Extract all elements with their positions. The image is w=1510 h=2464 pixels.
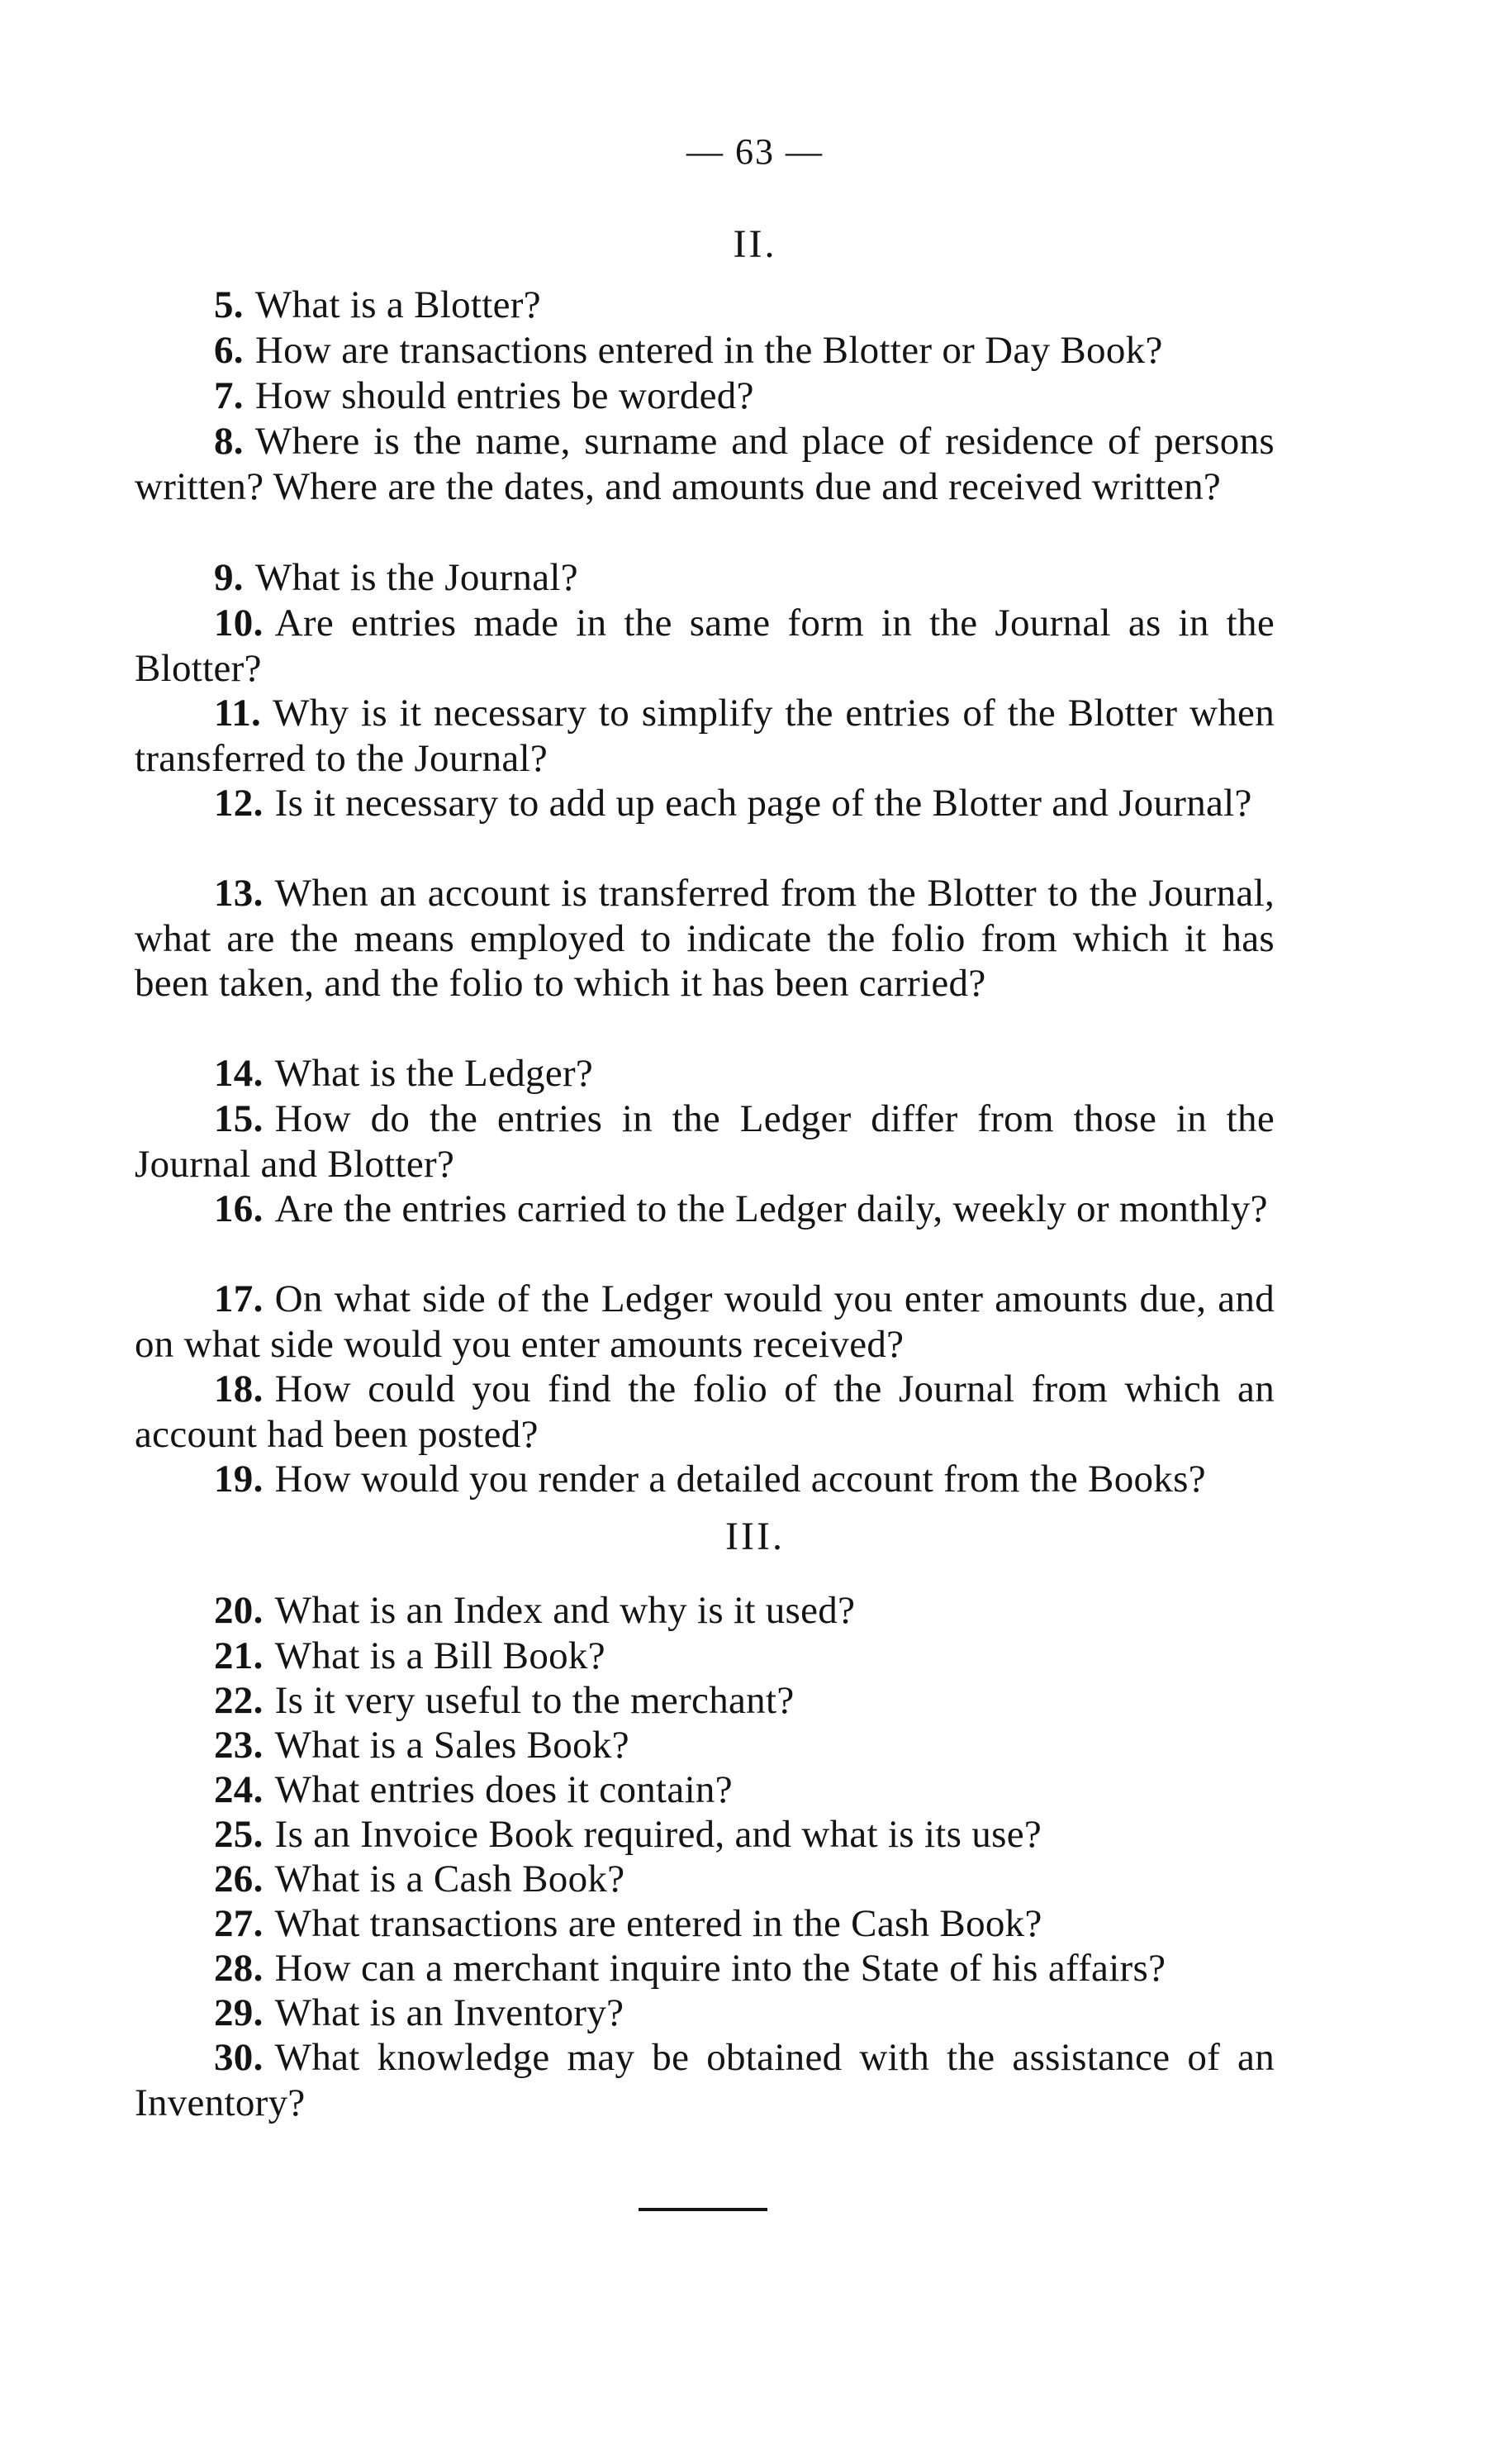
question-7 — [135, 373, 1275, 419]
question-number: 15. — [214, 1097, 264, 1140]
question-number: 30. — [214, 2036, 264, 2079]
question-number: 22. — [214, 1679, 264, 1722]
question-8 — [135, 419, 1275, 509]
question-text: What transactions are entered in the Cash Book? — [274, 1902, 1042, 1945]
question-text: On what side of the Ledger would you enter amounts due, and on what side would you enter amounts received? — [135, 1277, 1275, 1366]
question-18 — [135, 1367, 1275, 1457]
question-number: 5. — [214, 283, 244, 326]
question-6 — [135, 328, 1275, 373]
question-text: Are entries made in the same form in the Journal as in the Blotter? — [135, 602, 1275, 690]
question-number: 12. — [214, 782, 264, 825]
question-text: Are the entries carried to the Ledger daily, weekly or monthly? — [274, 1187, 1268, 1230]
question-text: What is a Bill Book? — [274, 1634, 605, 1677]
question-text: What entries does it contain? — [274, 1768, 733, 1811]
question-28 — [135, 1946, 1275, 1991]
question-number: 25. — [214, 1813, 264, 1856]
question-17 — [135, 1277, 1275, 1367]
question-number: 26. — [214, 1858, 264, 1900]
question-number: 9. — [214, 556, 244, 599]
question-14 — [135, 1051, 1275, 1096]
question-number: 19. — [214, 1458, 264, 1501]
question-text: What is a Cash Book? — [274, 1858, 625, 1900]
question-text: What is the Journal? — [254, 556, 578, 599]
question-number: 23. — [214, 1724, 264, 1767]
question-text: Where is the name, surname and place of residence of persons written? Where are the dates, and amounts due and received written? — [135, 420, 1275, 508]
question-12 — [135, 781, 1275, 826]
question-number: 14. — [214, 1052, 264, 1095]
closing-rule — [639, 2208, 767, 2211]
question-number: 28. — [214, 1947, 264, 1990]
question-26 — [135, 1857, 1275, 1902]
question-19 — [135, 1457, 1275, 1502]
question-11 — [135, 691, 1275, 781]
question-number: 7. — [214, 374, 244, 417]
question-text: How could you find the folio of the Journal from which an account had been posted? — [135, 1368, 1275, 1456]
question-27 — [135, 1901, 1275, 1947]
section-heading-ii: II. — [733, 222, 777, 266]
question-number: 13. — [214, 872, 264, 915]
question-number: 18. — [214, 1368, 264, 1410]
question-number: 24. — [214, 1768, 264, 1811]
question-text: How would you render a detailed account from the Books? — [274, 1458, 1206, 1501]
question-text: How are transactions entered in the Blotter or Day Book? — [254, 329, 1163, 372]
question-text: How do the entries in the Ledger differ from those in the Journal and Blotter? — [135, 1097, 1275, 1186]
question-text: When an account is transferred from the Blotter to the Journal, what are the means employed to indicate the folio from which it has been taken, and the folio to which it has been carried? — [135, 872, 1275, 1005]
question-number: 21. — [214, 1634, 264, 1677]
question-25 — [135, 1812, 1275, 1858]
question-number: 10. — [214, 602, 264, 645]
question-number: 11. — [214, 692, 262, 735]
question-24 — [135, 1767, 1275, 1813]
question-number: 16. — [214, 1187, 264, 1230]
question-21 — [135, 1634, 1275, 1679]
question-number: 27. — [214, 1902, 264, 1945]
question-text: How should entries be worded? — [254, 374, 754, 417]
question-text: What is an Index and why is it used? — [274, 1589, 856, 1632]
question-9 — [135, 555, 1275, 601]
question-number: 6. — [214, 329, 244, 372]
question-number: 8. — [214, 420, 244, 463]
question-15 — [135, 1096, 1275, 1187]
question-text: Is an Invoice Book required, and what is its use? — [274, 1813, 1042, 1856]
page-number: — 63 — — [686, 131, 824, 172]
question-number: 29. — [214, 1991, 264, 2034]
question-number: 17. — [214, 1277, 264, 1320]
question-text: What is a Sales Book? — [274, 1724, 629, 1767]
question-16 — [135, 1187, 1275, 1232]
question-number: 20. — [214, 1589, 264, 1632]
question-22 — [135, 1678, 1275, 1724]
question-text: What knowledge may be obtained with the assistance of an Inventory? — [135, 2036, 1275, 2124]
question-text: What is the Ledger? — [274, 1052, 594, 1095]
question-23 — [135, 1723, 1275, 1768]
question-text: Is it necessary to add up each page of the Blotter and Journal? — [274, 782, 1252, 825]
question-30 — [135, 2035, 1275, 2125]
question-text: Is it very useful to the merchant? — [274, 1679, 795, 1722]
question-text: Why is it necessary to simplify the entries of the Blotter when transferred to the Journal? — [135, 692, 1275, 780]
question-text: What is a Blotter? — [254, 283, 541, 326]
question-text: How can a merchant inquire into the State of his affairs? — [274, 1947, 1166, 1990]
section-heading-iii: III. — [725, 1515, 785, 1558]
question-29 — [135, 1991, 1275, 2036]
question-5 — [135, 283, 1275, 328]
question-13 — [135, 871, 1275, 1006]
question-10 — [135, 601, 1275, 691]
question-text: What is an Inventory? — [274, 1991, 624, 2034]
question-20 — [135, 1588, 1275, 1634]
